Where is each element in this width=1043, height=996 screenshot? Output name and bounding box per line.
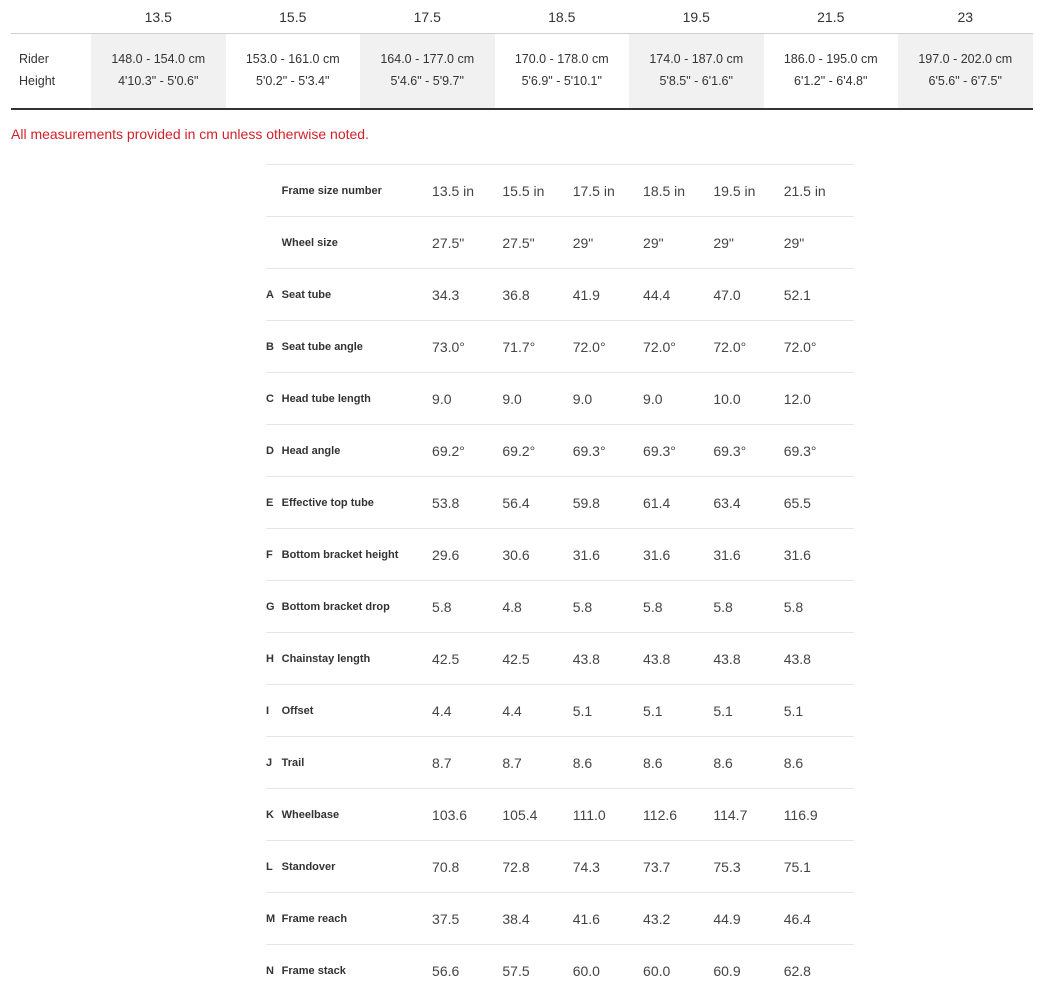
geometry-value-cell: 75.3 [713,858,741,875]
geometry-value-cell: 29" [572,234,594,251]
geometry-value-cell: 44.4 [643,286,671,303]
geometry-value-cell: 31.6 [783,546,811,563]
geometry-value-cell: 111.0 [572,806,606,823]
geometry-value-cell: 12.0 [783,390,811,407]
geometry-row [266,580,854,632]
geometry-row-name: Seat tube [281,288,332,301]
geometry-row [266,788,854,840]
geometry-row [266,684,854,736]
geometry-value-cell: 71.7° [502,338,536,355]
size-head-17-5: 17.5 [413,8,441,25]
geometry-row-name: Seat tube angle [281,340,363,353]
geometry-value-cell: 43.8 [783,650,811,667]
geometry-value-cell: 105.4 [502,806,538,823]
divider [11,108,1033,110]
size-head-15-5: 15.5 [279,8,307,25]
geometry-row [266,424,854,476]
rider-cell-cm: 153.0 - 161.0 cm [245,52,340,66]
geometry-value-cell: 34.3 [432,286,460,303]
geometry-row-letter: J [266,756,273,769]
geometry-row-name: Effective top tube [281,496,374,509]
geometry-value-cell: 57.5 [502,962,530,979]
geometry-value-cell: 72.0° [713,338,747,355]
rider-cell-cm: 174.0 - 187.0 cm [649,52,744,66]
geometry-row-letter: I [266,704,270,717]
rider-cell [629,34,764,108]
geometry-value-cell: 9.0 [432,390,452,407]
geometry-value-cell: 10.0 [713,390,741,407]
geometry-value-cell: 8.7 [432,754,452,771]
geometry-value-cell: 27.5" [502,234,535,251]
geometry-value-cell: 72.8 [502,858,530,875]
rider-cell [764,34,899,108]
geometry-value-cell: 9.0 [502,390,522,407]
geometry-value-cell: 41.9 [572,286,600,303]
geometry-value-cell: 41.6 [572,910,600,927]
geometry-row [266,268,854,320]
size-head-18-5: 18.5 [548,8,576,25]
size-head-21-5: 21.5 [817,8,845,25]
size-head-23: 23 [957,8,974,25]
rider-label-line2: Height [19,74,56,88]
geometry-value-cell: 72.0° [643,338,676,355]
geometry-row-letter: D [266,444,274,457]
geometry-value-cell: 21.5 in [783,182,826,199]
geometry-value-cell: 75.1 [783,858,811,875]
geometry-value-cell: 73.0° [432,338,465,355]
geometry-value-cell: 5.8 [572,598,593,615]
geometry-row-name: Trail [281,756,305,769]
rider-cell-cm: 197.0 - 202.0 cm [918,52,1013,66]
geometry-value-cell: 43.8 [572,650,600,667]
geometry-value-cell: 5.8 [713,598,733,615]
geometry-value-cell: 8.7 [502,754,522,771]
geometry-row [266,320,854,372]
geometry-value-cell: 60.0 [643,962,671,979]
geometry-row-letter: E [266,496,274,509]
geometry-value-cell: 114.7 [713,806,748,823]
geometry-value-cell: 69.3° [713,442,747,459]
geometry-value-cell: 29.6 [432,546,460,563]
measurement-note: All measurements provided in cm unless otherwise noted. [11,126,369,142]
rider-cell-cm: 170.0 - 178.0 cm [514,52,609,66]
geometry-value-cell: 46.4 [783,910,811,927]
geometry-value-cell: 116.9 [783,806,818,823]
geometry-value-cell: 53.8 [432,494,460,511]
rider-cell-cm: 164.0 - 177.0 cm [380,52,475,66]
geometry-value-cell: 8.6 [643,754,663,771]
geometry-value-cell: 5.1 [783,702,804,719]
geometry-row-name: Wheelbase [281,808,340,821]
rider-cell-cm: 148.0 - 154.0 cm [111,52,206,66]
geometry-value-cell: 61.4 [643,494,671,511]
geometry-row [266,216,854,268]
rider-label-line1: Rider [19,52,49,66]
rider-cell-ft: 5'8.5" - 6'1.6" [659,74,733,88]
geometry-value-cell: 60.9 [713,962,741,979]
geometry-row-name: Wheel size [281,236,338,249]
size-chart-table [11,0,1033,110]
geometry-row-name: Frame reach [281,912,348,925]
geometry-row [266,372,854,424]
rider-cell [898,34,1033,108]
geometry-row-letter: G [266,600,275,613]
geometry-row [266,944,854,996]
geometry-value-cell: 29" [783,234,805,251]
geometry-value-cell: 5.8 [643,598,663,615]
geometry-value-cell: 56.4 [502,494,530,511]
rider-cell-ft: 4'10.3" - 5'0.6" [118,74,199,88]
geometry-row-name: Chainstay length [281,652,371,665]
rider-height-label [11,34,91,108]
geometry-value-cell: 65.5 [783,494,811,511]
geometry-row-name: Frame stack [281,964,346,977]
geometry-row-letter: B [266,340,274,353]
geometry-value-cell: 5.8 [432,598,452,615]
geometry-value-cell: 52.1 [783,286,811,303]
size-header-row [11,0,1033,33]
geometry-value-cell: 69.3° [783,442,817,459]
geometry-value-cell: 42.5 [502,650,530,667]
geometry-value-cell: 4.4 [432,702,452,719]
geometry-value-cell: 43.8 [713,650,741,667]
geometry-value-cell: 31.6 [572,546,600,563]
geometry-value-cell: 69.2° [502,442,536,459]
geometry-row [266,840,854,892]
geometry-row-letter: K [266,808,274,821]
geometry-row-letter: N [266,964,274,977]
geometry-value-cell: 47.0 [713,286,741,303]
geometry-row [266,632,854,684]
geometry-value-cell: 5.1 [572,702,593,719]
geometry-row-name: Standover [281,860,336,873]
geometry-value-cell: 13.5 in [432,182,475,199]
geometry-row-letter: A [266,288,274,301]
rider-height-row [11,34,1033,108]
geometry-row [266,736,854,788]
geometry-value-cell: 18.5 in [643,182,686,199]
geometry-row-name: Bottom bracket height [281,548,399,561]
geometry-value-cell: 69.3° [643,442,676,459]
geometry-row-letter: M [266,912,276,925]
geometry-row-name: Head tube length [281,392,371,405]
geometry-row-name: Bottom bracket drop [281,600,390,613]
geometry-value-cell: 72.0° [783,338,817,355]
geometry-value-cell: 31.6 [713,546,741,563]
geometry-value-cell: 43.8 [643,650,671,667]
geometry-value-cell: 29" [713,234,734,251]
rider-cell-ft: 5'0.2" - 5'3.4" [256,74,330,88]
geometry-value-cell: 8.6 [713,754,733,771]
geometry-value-cell: 9.0 [572,390,593,407]
geometry-value-cell: 29" [643,234,664,251]
geometry-value-cell: 56.6 [432,962,460,979]
geometry-value-cell: 5.1 [643,702,663,719]
geometry-row [266,528,854,580]
geometry-row-letter: H [266,652,274,665]
rider-cell [360,34,495,108]
rider-cell [91,34,226,108]
geometry-row-name: Head angle [281,444,341,457]
geometry-value-cell: 37.5 [432,910,460,927]
geometry-row [266,164,854,216]
geometry-value-cell: 70.8 [432,858,460,875]
geometry-value-cell: 72.0° [572,338,606,355]
geometry-value-cell: 74.3 [572,858,600,875]
geometry-value-cell: 4.4 [502,702,522,719]
geometry-row-letter: L [266,860,273,873]
geometry-value-cell: 27.5" [432,234,465,251]
rider-cell-ft: 6'1.2" - 6'4.8" [794,74,868,88]
geometry-value-cell: 8.6 [783,754,804,771]
rider-cell-ft: 5'4.6" - 5'9.7" [390,74,464,88]
geometry-table [266,164,854,996]
geometry-value-cell: 69.2° [432,442,465,459]
size-head-13-5: 13.5 [144,8,172,25]
geometry-value-cell: 112.6 [643,806,678,823]
rider-cell-ft: 5'6.9" - 5'10.1" [521,74,602,88]
geometry-row-name: Offset [281,704,314,717]
geometry-row [266,476,854,528]
geometry-value-cell: 73.7 [643,858,671,875]
geometry-row-letter: F [266,548,273,561]
rider-cell-cm: 186.0 - 195.0 cm [783,52,878,66]
geometry-value-cell: 5.8 [783,598,804,615]
geometry-value-cell: 4.8 [502,598,522,615]
geometry-value-cell: 19.5 in [713,182,756,199]
geometry-value-cell: 63.4 [713,494,741,511]
geometry-value-cell: 31.6 [643,546,671,563]
geometry-row [266,892,854,944]
geometry-value-cell: 8.6 [572,754,593,771]
geometry-row-letter: C [266,392,274,405]
geometry-value-cell: 36.8 [502,286,530,303]
rider-cell [495,34,630,108]
geometry-value-cell: 69.3° [572,442,606,459]
geometry-value-cell: 15.5 in [502,182,545,199]
geometry-value-cell: 30.6 [502,546,530,563]
rider-cell [226,34,361,108]
geometry-row-name: Frame size number [281,184,382,197]
geometry-value-cell: 38.4 [502,910,530,927]
geometry-value-cell: 62.8 [783,962,811,979]
geometry-value-cell: 5.1 [713,702,733,719]
geometry-value-cell: 17.5 in [572,182,615,199]
geometry-value-cell: 44.9 [713,910,741,927]
geometry-value-cell: 9.0 [643,390,663,407]
size-head-19-5: 19.5 [682,8,710,25]
geometry-value-cell: 43.2 [643,910,671,927]
rider-cell-ft: 6'5.6" - 6'7.5" [928,74,1002,88]
geometry-value-cell: 59.8 [572,494,600,511]
geometry-value-cell: 103.6 [432,806,468,823]
geometry-value-cell: 60.0 [572,962,600,979]
geometry-value-cell: 42.5 [432,650,460,667]
